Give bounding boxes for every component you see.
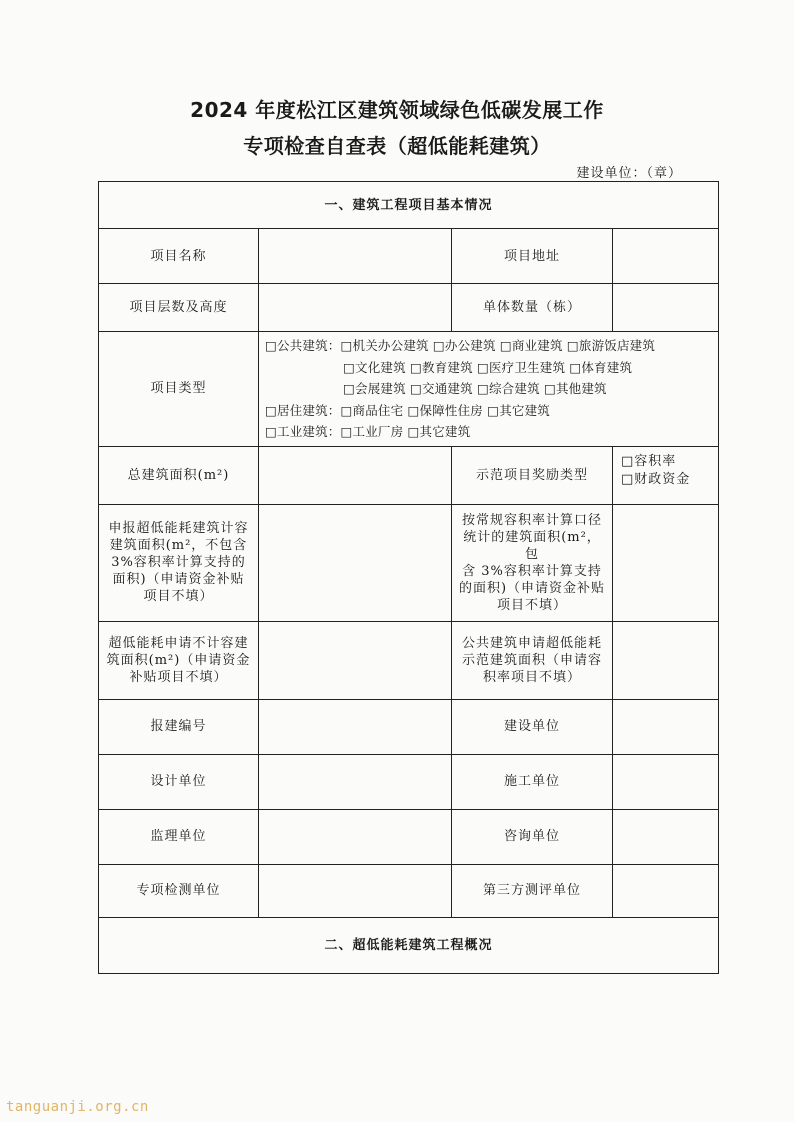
label-build-unit: 施工单位: [452, 754, 613, 809]
field-floors-height[interactable]: [259, 284, 452, 332]
award-type-checkboxes[interactable]: [613, 446, 719, 504]
label-inspection-unit: 专项检测单位: [99, 864, 259, 917]
document-title-line2: 专项检查自查表（超低能耗建筑）: [243, 134, 551, 158]
project-type-industrial[interactable]: □工业建筑：□工业厂房 □其它建筑: [265, 424, 471, 440]
label-consult-unit: 咨询单位: [452, 809, 613, 864]
label-project-address: 项目地址: [452, 229, 613, 284]
project-type-public[interactable]: □公共建筑：□机关办公建筑 □办公建筑 □商业建筑 □旅游饭店建筑: [265, 338, 656, 353]
field-inspection-unit[interactable]: [259, 864, 452, 917]
field-total-area[interactable]: [259, 446, 452, 504]
label-project-name: 项目名称: [99, 229, 259, 284]
field-third-party-unit[interactable]: [613, 864, 719, 917]
field-regular-area[interactable]: [613, 504, 719, 621]
field-build-unit[interactable]: [613, 754, 719, 809]
section-1-heading: 一、建筑工程项目基本情况: [99, 182, 719, 229]
field-permit-no[interactable]: [259, 699, 452, 754]
label-noncounted-area: 超低能耗申请不计容建 筑面积(m²)（申请资金 补贴项目不填）: [99, 621, 259, 699]
project-type-residential[interactable]: □居住建筑：□商品住宅 □保障性住房 □其它建筑: [265, 402, 550, 418]
label-floors-height: 项目层数及高度: [99, 284, 259, 332]
label-regular-area: 按常规容积率计算口径 统计的建筑面积(m²，包 含 3%容积率计算支持 的面积)（申请资金补贴 项目不填）: [452, 504, 613, 621]
site-watermark: tanguanji.org.cn: [6, 1099, 149, 1115]
field-noncounted-area[interactable]: [259, 621, 452, 699]
project-type-public-2[interactable]: □文化建筑 □教育建筑 □医疗卫生建筑 □体育建筑: [343, 359, 633, 375]
label-permit-no: 报建编号: [99, 699, 259, 754]
field-design-unit[interactable]: [259, 754, 452, 809]
label-demo-award-type: 示范项目奖励类型: [452, 446, 613, 504]
field-construction-unit[interactable]: [613, 699, 719, 754]
award-option-fiscal-funds[interactable]: □财政资金: [621, 471, 691, 487]
field-project-name[interactable]: [259, 229, 452, 284]
label-public-demo-area: 公共建筑申请超低能耗 示范建筑面积（申请容 积率项目不填）: [452, 621, 613, 699]
label-project-type: 项目类型: [99, 332, 259, 447]
field-project-address[interactable]: [613, 229, 719, 284]
label-construction-unit: 建设单位: [452, 699, 613, 754]
construction-unit-stamp-label: 建设单位：（章）: [576, 166, 682, 181]
self-inspection-table: [98, 181, 719, 974]
label-reported-area: 申报超低能耗建筑计容 建筑面积(m²，不包含 3%容积率计算支持的 面积)（申请资金补贴 项目不填）: [99, 504, 259, 621]
field-reported-area[interactable]: [259, 504, 452, 621]
field-supervision-unit[interactable]: [259, 809, 452, 864]
label-third-party-unit: 第三方测评单位: [452, 864, 613, 917]
section-2-heading: 二、超低能耗建筑工程概况: [99, 917, 719, 973]
document-title-line1: 2024 年度松江区建筑领域绿色低碳发展工作: [190, 98, 604, 122]
project-type-checkboxes[interactable]: [259, 332, 719, 447]
label-design-unit: 设计单位: [99, 754, 259, 809]
field-consult-unit[interactable]: [613, 809, 719, 864]
field-building-count[interactable]: [613, 284, 719, 332]
label-total-area: 总建筑面积(m²): [99, 446, 259, 504]
label-supervision-unit: 监理单位: [99, 809, 259, 864]
award-option-plot-ratio[interactable]: □容积率: [621, 453, 677, 469]
project-type-public-3[interactable]: □会展建筑 □交通建筑 □综合建筑 □其他建筑: [343, 381, 607, 397]
label-building-count: 单体数量（栋）: [452, 284, 613, 332]
field-public-demo-area[interactable]: [613, 621, 719, 699]
